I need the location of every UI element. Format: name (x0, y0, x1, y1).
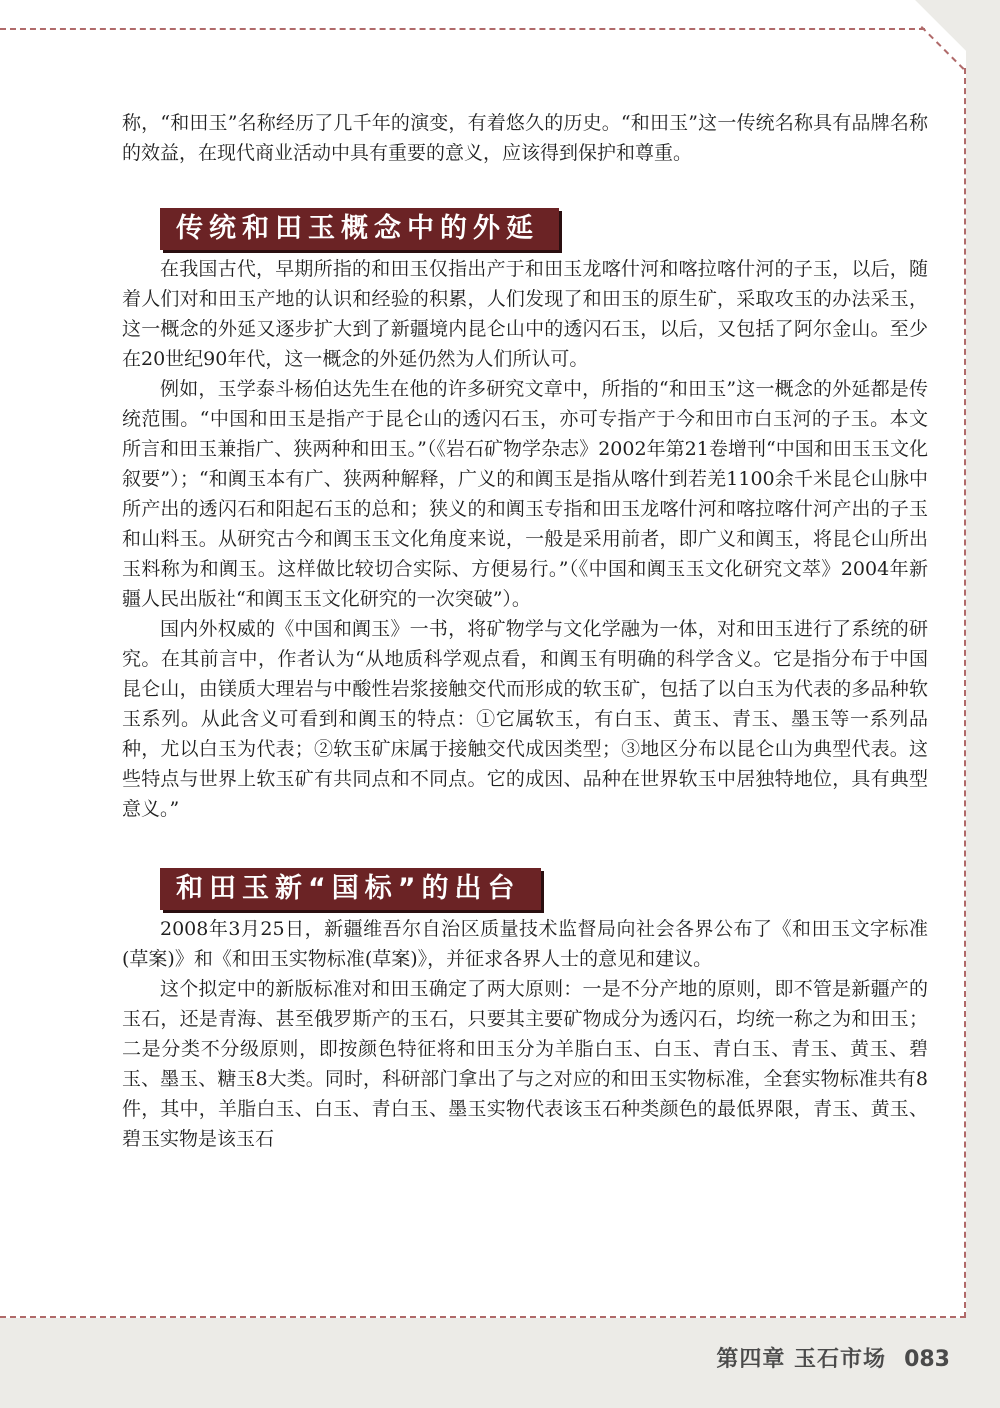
section1-paragraph-1: 在我国古代，早期所指的和田玉仅指出产于和田玉龙喀什河和喀拉喀什河的子玉，以后，随着人们对和田玉产地的认识和经验的积累，人们发现了和田玉的原生矿，采取攻玉的办法采玉，这一概念的外延又逐步扩大到了新疆境内昆仑山中的透闪石玉，以后，又包括了阿尔金山。至少在20世纪90年代，这一概念的外延仍然为人们所认可。 (122, 258, 928, 370)
section-heading-outer-extent: 传统和田玉概念中的外延 (160, 208, 559, 250)
main-content (122, 108, 928, 1154)
section-heading-national-standard: 和田玉新“国标”的出台 (160, 868, 541, 910)
section2-paragraph-1: 2008年3月25日，新疆维吾尔自治区质量技术监督局向社会各界公布了《和田玉文字标准(草案)》和《和田玉实物标准(草案)》，并征求各界人士的意见和建议。 (122, 918, 928, 970)
section1-paragraph-2: 例如，玉学泰斗杨伯达先生在他的许多研究文章中，所指的“和田玉”这一概念的外延都是传统范围。“中国和田玉是指产于昆仑山的透闪石玉，亦可专指产于今和田市白玉河的子玉。本文所言和田玉兼指广、狭两种和田玉。”（《岩石矿物学杂志》2002年第21卷增刊“中国和田玉玉文化叙要”）；“和阗玉本有广、狭两种解释，广义的和阗玉是指从喀什到若羌1100余千米昆仑山脉中所产出的透闪石和阳起石玉的总和；狭义的和阗玉专指和田玉龙喀什河和喀拉喀什河产出的子玉和山料玉。从研究古今和阗玉玉文化角度来说，一般是采用前者，即广义和阗玉，将昆仑山所出玉料称为和阗玉。这样做比较切合实际、方便易行。”（《中国和阗玉玉文化研究文萃》2004年新疆人民出版社“和阗玉玉文化研究的一次突破”）。 (122, 378, 928, 610)
page-number: 083 (904, 1347, 950, 1372)
dashed-border-top (0, 28, 925, 30)
dashed-border-bottom (0, 1316, 966, 1318)
section2-paragraph-2: 这个拟定中的新版标准对和田玉确定了两大原则：一是不分产地的原则，即不管是新疆产的玉石，还是青海、甚至俄罗斯产的玉石，只要其主要矿物成分为透闪石，均统一称之为和田玉；二是分类不分级原则，即按颜色特征将和田玉分为羊脂白玉、白玉、青白玉、青玉、黄玉、碧玉、墨玉、糖玉8大类。同时，科研部门拿出了与之对应的和田玉实物标准，全套实物标准共有8件，其中，羊脂白玉、白玉、青白玉、墨玉实物代表该玉石种类颜色的最低界限，青玉、黄玉、碧玉实物是该玉石 (122, 978, 928, 1150)
intro-paragraph: 称，“和田玉”名称经历了几千年的演变，有着悠久的历史。“和田玉”这一传统名称具有品牌名称的效益，在现代商业活动中具有重要的意义，应该得到保护和尊重。 (122, 112, 928, 164)
section1-paragraph-3: 国内外权威的《中国和阗玉》一书，将矿物学与文化学融为一体，对和田玉进行了系统的研究。在其前言中，作者认为“从地质科学观点看，和阗玉有明确的科学含义。它是指分布于中国昆仑山，由镁质大理岩与中酸性岩浆接触交代而形成的软玉矿，包括了以白玉为代表的多品种软玉系列。从此含义可看到和阗玉的特点：①它属软玉，有白玉、黄玉、青玉、墨玉等一系列品种，尤以白玉为代表；②软玉矿床属于接触交代成因类型；③地区分布以昆仑山为典型代表。这些特点与世界上软玉矿有共同点和不同点。它的成因、品种在世界软玉中居独特地位，具有典型意义。” (122, 618, 928, 820)
chapter-title: 第四章 玉石市场 (716, 1346, 887, 1372)
dashed-border-right (964, 68, 966, 1318)
corner-cut (915, 0, 1000, 51)
page-footer (716, 1342, 950, 1373)
